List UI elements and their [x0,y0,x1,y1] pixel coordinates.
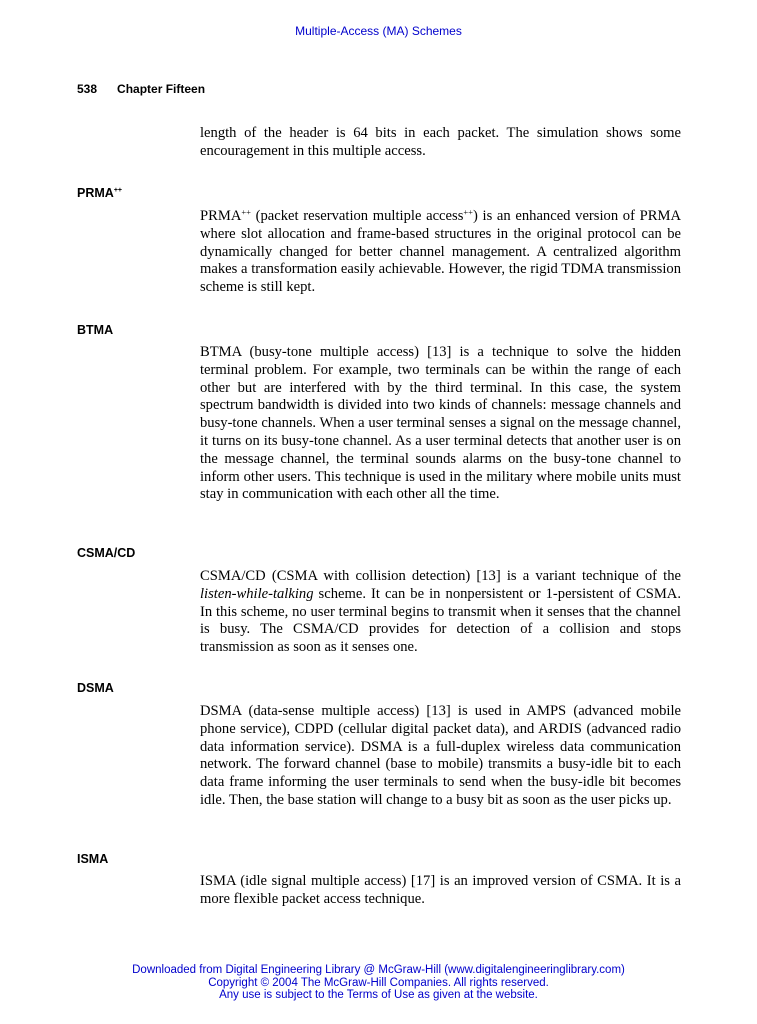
running-head [77,82,205,96]
section-heading-prma [77,186,122,200]
prma-term: PRMA [200,208,242,224]
csmacd-paragraph [200,568,681,657]
prma-term-superscript: ++ [241,207,251,217]
heading-text: PRMA [77,186,114,200]
csmacd-text-part-2: scheme. It can be in nonpersistent or 1-persistent of CSMA. In this scheme, no user terminal begins to transmit when it senses that the channel is busy. The CSMA/CD provides for detection of a collision and stops transmission as soon as it senses one. [200,585,681,656]
intro-paragraph: length of the header is 64 bits in each packet. The simulation shows some encouragement in this multiple access. [200,125,681,159]
footer [0,964,757,1002]
csmacd-text-part-1: CSMA/CD (CSMA with collision detection) [13] is a variant technique of the [200,568,681,584]
prma-paragraph [200,208,681,297]
section-heading-btma: BTMA [77,323,114,337]
chapter-title-link[interactable]: Multiple-Access (MA) Schemes [295,24,462,38]
footer-copyright-link[interactable]: Copyright © 2004 The McGraw-Hill Companies. All rights reserved. [208,976,549,989]
footer-download-link[interactable]: Downloaded from Digital Engineering Library @ McGraw-Hill (www.digitalengineeringlibrary.com) [132,964,625,976]
page-number: 538 [77,82,98,96]
btma-paragraph: BTMA (busy-tone multiple access) [13] is a technique to solve the hidden terminal problem. For example, two terminals can be within the range of each other but are interfered with by the third terminal. In this case, the system spectrum bandwidth is divided into two kinds of channels: message channels and busy-tone channels. When a user terminal senses a signal on the message channel, it turns on its busy-tone channel. As a user terminal detects that another user is on the message channel, the terminal sounds alarms on the busy-tone channel to inform other users. This technique is used in the military where mobile units must stay in communication with each other all the time. [200,344,681,503]
section-heading-dsma: DSMA [77,681,114,695]
prma-text-part-2: ) is an enhanced version of PRMA where slot allocation and frame-based structures in the original protocol can be dynamically changed for better channel management. A centralized algorithm makes a transformation easily achievable. However, the rigid TDMA transmission scheme is still kept. [200,208,681,296]
csmacd-italic-term: listen-while-talking [200,585,314,602]
isma-paragraph: ISMA (idle signal multiple access) [17] is an improved version of CSMA. It is a more flexible packet access technique. [200,873,681,907]
heading-superscript: ++ [113,187,122,194]
section-heading-csmacd: CSMA/CD [77,546,136,560]
dsma-paragraph: DSMA (data-sense multiple access) [13] is used in AMPS (advanced mobile phone service), CDPD (cellular digital packet data), and ARDIS (advanced radio data information service). DSMA is a full-duplex wireless data communication network. The forward channel (base to mobile) transmits a busy-idle bit to each data frame informing the user terminals to send when the busy-idle bit becomes idle. Then, the base station will change to a busy bit as soon as the user picks up. [200,703,681,808]
prma-access-superscript: ++ [463,207,473,217]
prma-text-part-1: (packet reservation multiple access [250,208,464,224]
footer-terms-link[interactable]: Any use is subject to the Terms of Use as given at the website. [219,989,538,1002]
section-heading-isma: ISMA [77,852,109,866]
chapter-label: Chapter Fifteen [117,82,206,96]
